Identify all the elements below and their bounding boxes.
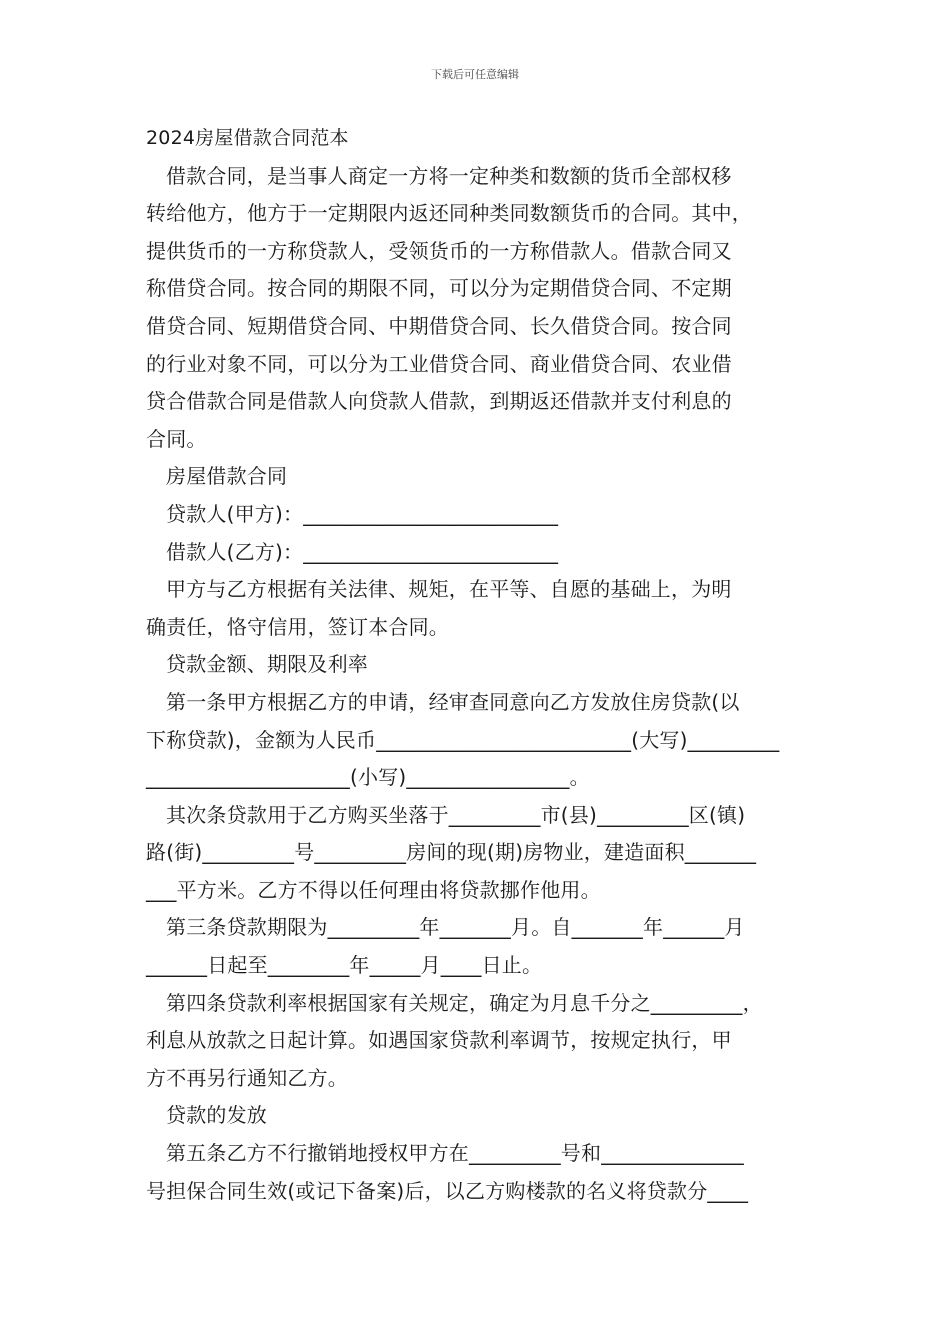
section-heading-amount: 贷款金额、期限及利率 (166, 652, 368, 677)
intro-line: 的行业对象不同，可以分为工业借贷合同、商业借贷合同、农业借 (146, 351, 732, 376)
article-1-line: ____________________(小写)________________。 (146, 765, 590, 790)
article-1-line: 下称贷款)，金额为人民币_________________________(大写)_________ (146, 727, 780, 752)
contract-title: 房屋借款合同 (166, 464, 288, 489)
article-4-line: 第四条贷款利率根据国家有关规定，确定为月息千分之_________， (166, 990, 763, 1015)
document-title: 2024房屋借款合同范本 (146, 127, 349, 149)
article-2-line: ___平方米。乙方不得以任何理由将贷款挪作他用。 (146, 877, 601, 902)
article-5-line: 号担保合同生效(或记下备案)后，以乙方购楼款的名义将贷款分____ (146, 1178, 749, 1203)
intro-line: 借款合同，是当事人商定一方将一定种类和数额的货币全部权移 (166, 163, 732, 188)
article-3-line: ______日起至________年_____月____日止。 (146, 953, 543, 978)
intro-line: 合同。 (146, 426, 207, 451)
article-3-line: 第三条贷款期限为_________年_______月。自_______年______月 (166, 915, 745, 940)
section-heading-disbursement: 贷款的发放 (166, 1103, 267, 1128)
article-1-line: 第一条甲方根据乙方的申请，经审查同意向乙方发放住房贷款(以 (166, 689, 740, 714)
preamble-line: 确责任，恪守信用，签订本合同。 (146, 614, 449, 639)
article-4-line: 利息从放款之日起计算。如遇国家贷款利率调节，按规定执行，甲 (146, 1028, 732, 1053)
intro-line: 转给他方，他方于一定期限内返还同种类同数额货币的合同。其中， (146, 201, 752, 226)
article-2-line: 路(街)_________号_________房间的现(期)房物业，建造面积_______ (146, 840, 757, 865)
article-2-line: 其次条贷款用于乙方购买坐落于_________市(县)_________区(镇) (166, 802, 746, 827)
borrower-field: 借款人(乙方)：_________________________ (166, 539, 559, 564)
article-4-line: 方不再另行通知乙方。 (146, 1065, 348, 1090)
intro-line: 借贷合同、短期借贷合同、中期借贷合同、长久借贷合同。按合同 (146, 313, 732, 338)
intro-line: 称借贷合同。按合同的期限不同，可以分为定期借贷合同、不定期 (146, 276, 732, 301)
intro-line: 贷合借款合同是借款人向贷款人借款，到期返还借款并支付利息的 (146, 389, 732, 414)
intro-line: 提供货币的一方称贷款人，受领货币的一方称借款人。借款合同又 (146, 238, 732, 263)
preamble-line: 甲方与乙方根据有关法律、规矩，在平等、自愿的基础上，为明 (166, 577, 732, 602)
page-header-note: 下载后可任意编辑 (431, 68, 519, 81)
article-5-line: 第五条乙方不行撤销地授权甲方在_________号和______________ (166, 1141, 744, 1166)
document-body (146, 120, 806, 1210)
lender-field: 贷款人(甲方)：_________________________ (166, 501, 559, 526)
